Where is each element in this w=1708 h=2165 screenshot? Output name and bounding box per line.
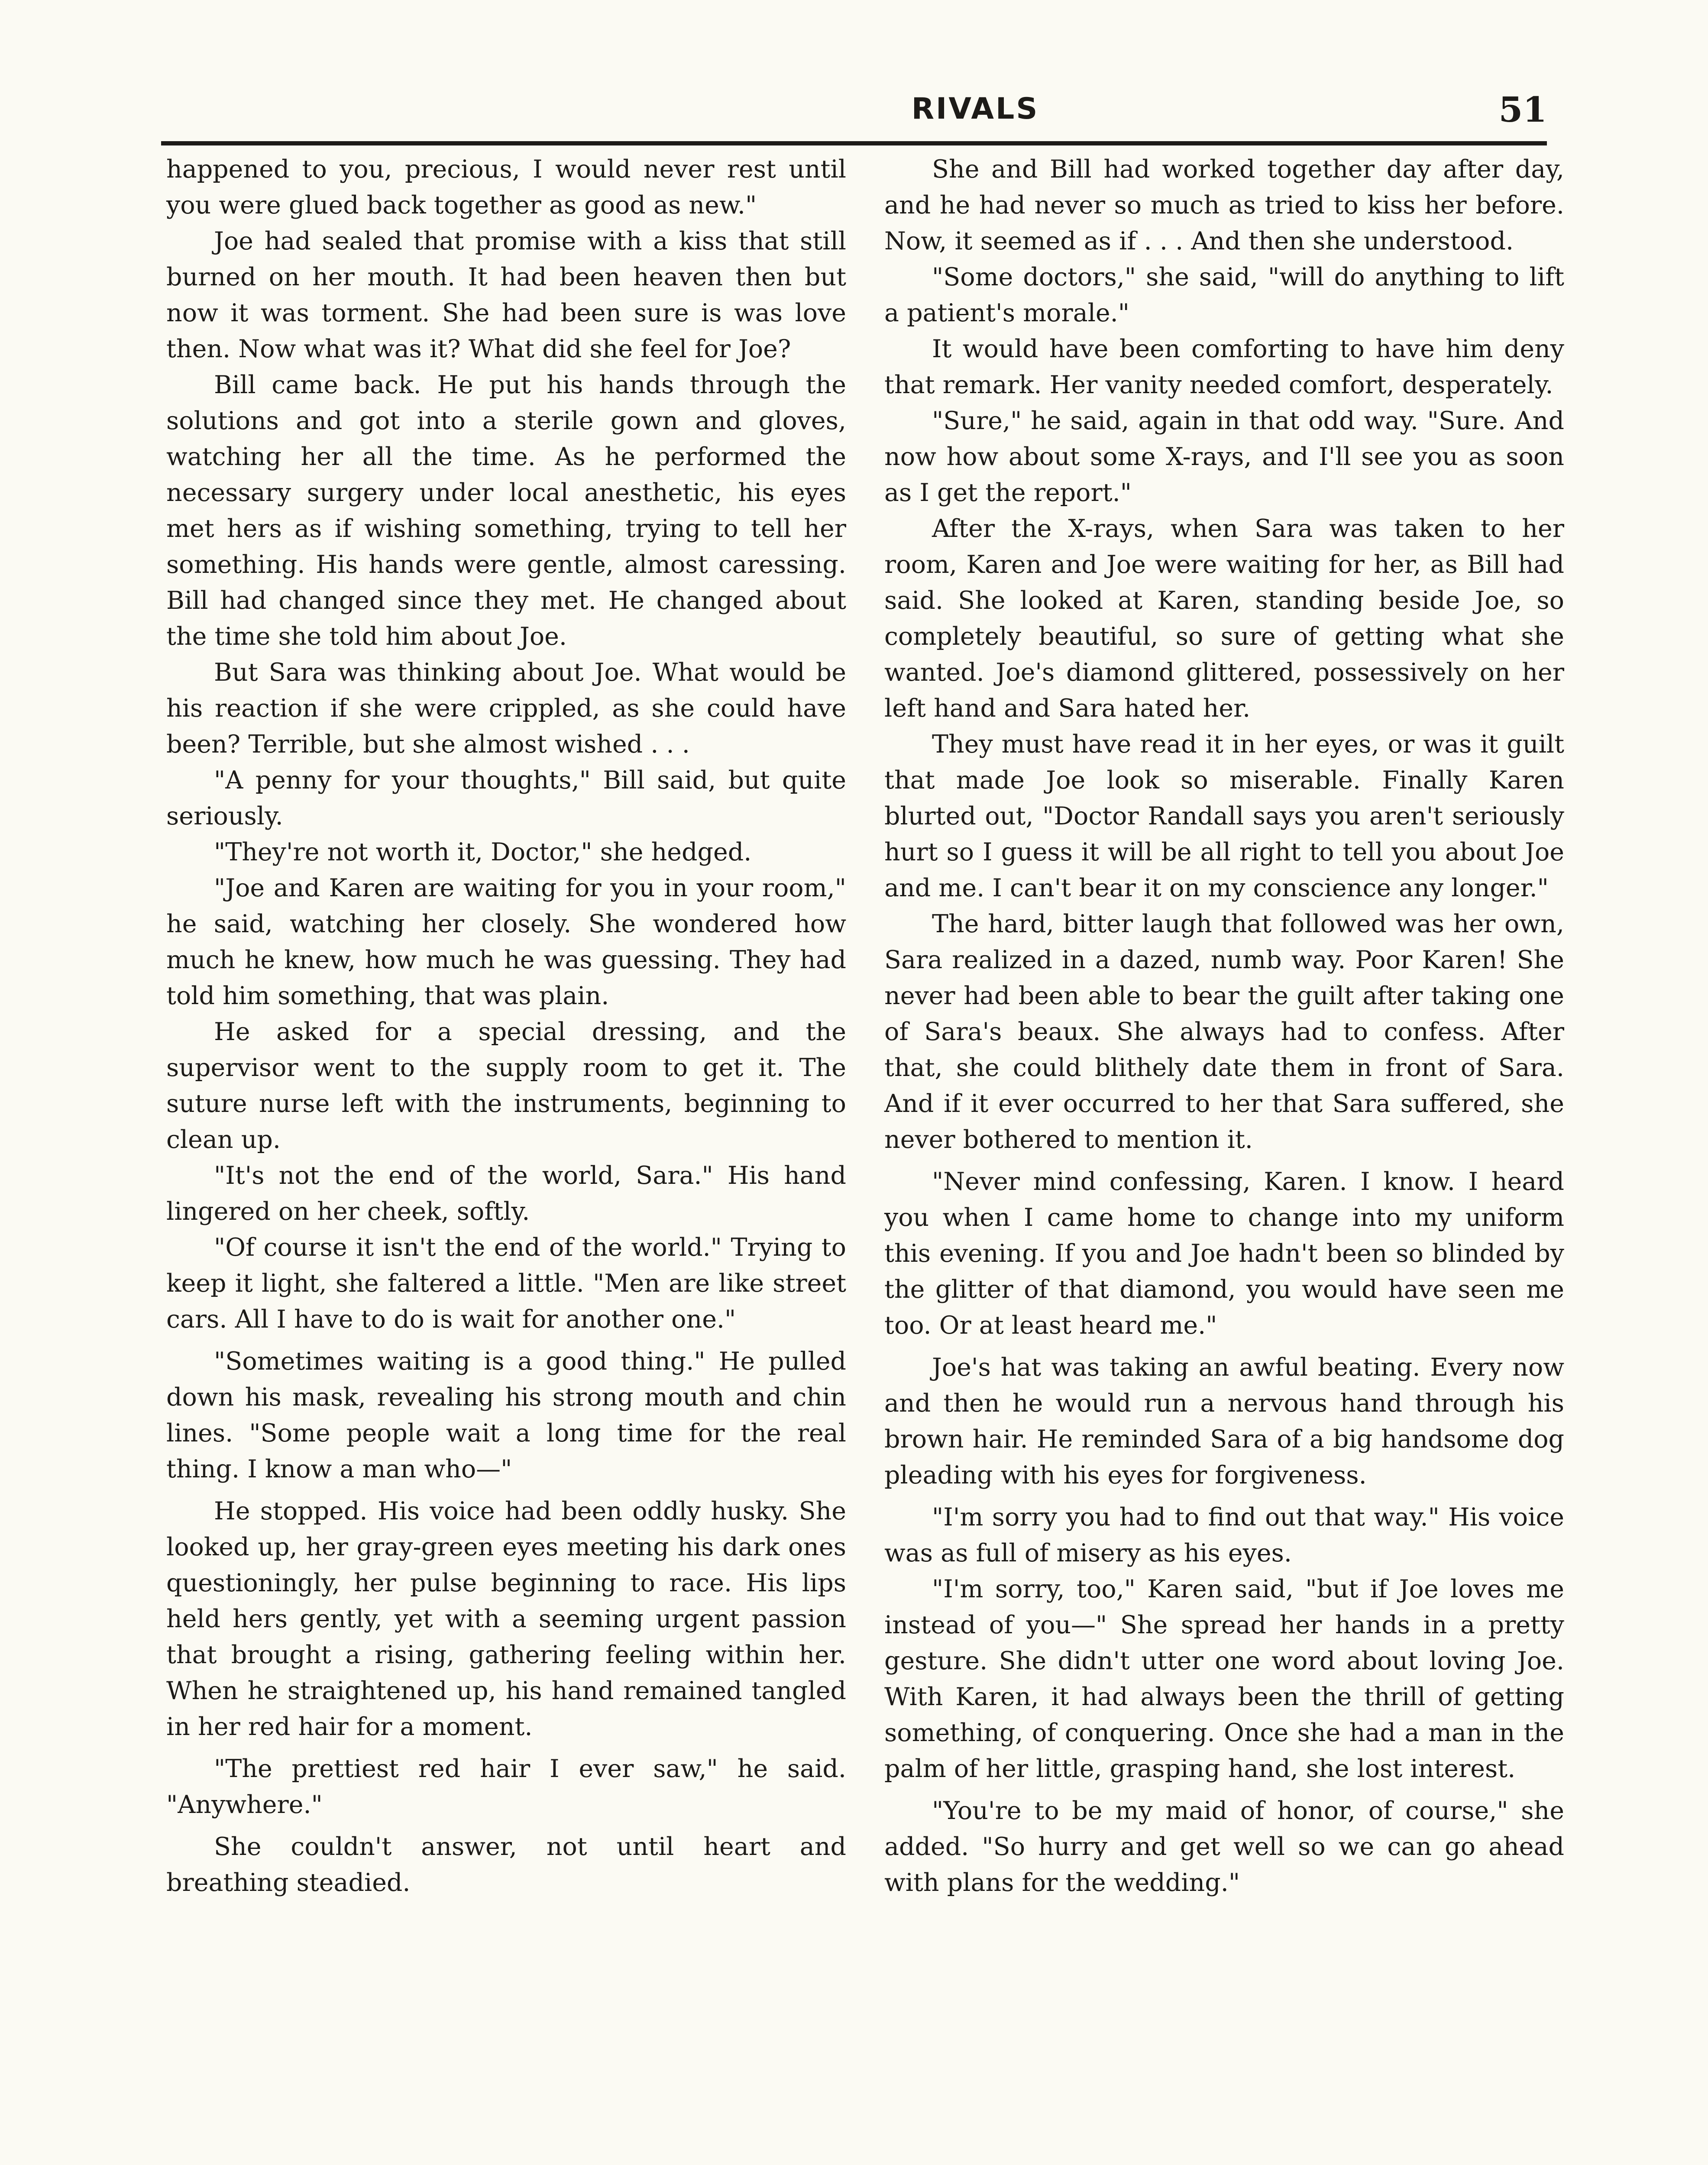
paragraph: Joe had sealed that promise with a kiss that still burned on her mouth. It had been heaven then but now it was torment. She had been sure is was love then. Now what was it? What did she feel for Joe? — [166, 227, 846, 363]
paragraph: "You're to be my maid of honor, of course," she added. "So hurry and get well so we can go ahead with plans for the wedding." — [884, 1797, 1564, 1897]
paragraph: She couldn't answer, not until heart and breathing steadied. — [166, 1832, 846, 1897]
paragraph: "They're not worth it, Doctor," she hedged. — [214, 838, 752, 866]
paragraph: After the X-rays, when Sara was taken to her room, Karen and Joe were waiting for her, as Bill had said. She looked at Karen, standing beside Joe, so completely beautiful, so sure of getting what she wanted. Joe's diamond glittered, possessively on her left hand and Sara hated her. — [884, 514, 1564, 723]
paragraph: "Never mind confessing, Karen. I know. I heard you when I came home to change into my uniform this evening. If you and Joe hadn't been so blinded by the glitter of that diamond, you would have seen me too. Or at least heard me." — [884, 1167, 1564, 1340]
paragraph: "Joe and Karen are waiting for you in your room," he said, watching her closely. She wondered how much he knew, how much he was guessing. They had told him something, that was plain. — [166, 874, 846, 1010]
left-column — [166, 152, 846, 1901]
paragraph: He asked for a special dressing, and the supervisor went to the supply room to get it. The suture nurse left with the instruments, beginning to clean up. — [166, 1018, 846, 1154]
paragraph: "Sure," he said, again in that odd way. "Sure. And now how about some X-rays, and I'll see you as soon as I get the report." — [884, 407, 1564, 507]
paragraph: She and Bill had worked together day after day, and he had never so much as tried to kiss her before. Now, it seemed as if . . . And then she understood. — [884, 155, 1564, 255]
paragraph: It would have been comforting to have him deny that remark. Her vanity needed comfort, desperately. — [884, 335, 1564, 399]
paragraph: But Sara was thinking about Joe. What would be his reaction if she were crippled, as she could have been? Terrible, but she almost wished . . . — [166, 658, 846, 759]
paragraph: He stopped. His voice had been oddly husky. She looked up, her gray-green eyes meeting his dark ones questioningly, her pulse beginning to race. His lips held hers gently, yet with a seeming urgent passion that brought a rising, gathering feeling within her. When he straightened up, his hand remained tangled in her red hair for a moment. — [166, 1497, 846, 1741]
paragraph: "Of course it isn't the end of the world." Trying to keep it light, she faltered a little. "Men are like street cars. All I have to do is wait for another one." — [166, 1233, 846, 1334]
paragraph: "A penny for your thoughts," Bill said, but quite seriously. — [166, 766, 846, 830]
paragraph: "Sometimes waiting is a good thing." He pulled down his mask, revealing his strong mouth and chin lines. "Some people wait a long time for the real thing. I know a man who—" — [166, 1347, 846, 1483]
page-number: 51 — [1498, 89, 1547, 130]
paragraph: They must have read it in her eyes, or was it guilt that made Joe look so miserable. Finally Karen blurted out, "Doctor Randall says you aren't seriously hurt so I guess it will be all right to tell you about Joe and me. I can't bear it on my conscience any longer." — [884, 730, 1564, 902]
paragraph: "It's not the end of the world, Sara." His hand lingered on her cheek, softly. — [166, 1161, 846, 1226]
paragraph: "Some doctors," she said, "will do anything to lift a patient's morale." — [884, 263, 1564, 327]
paragraph: Joe's hat was taking an awful beating. Every now and then he would run a nervous hand through his brown hair. He reminded Sara of a big handsome dog pleading with his eyes for forgiveness. — [884, 1353, 1564, 1490]
right-column — [884, 152, 1564, 1901]
paragraph: Bill came back. He put his hands through the solutions and got into a sterile gown and gloves, watching her all the time. As he performed the necessary surgery under local anesthetic, his eyes met hers as if wishing something, trying to tell her something. His hands were gentle, almost caressing. Bill had changed since they met. He changed about the time she told him about Joe. — [166, 371, 846, 651]
page-header — [161, 89, 1547, 144]
paragraph: The hard, bitter laugh that followed was her own, Sara realized in a dazed, numb way. Poor Karen! She never had been able to bear the guilt after taking one of Sara's beaux. She always had to confess. After that, she could blithely date them in front of Sara. And if it ever occurred to her that Sara suffered, she never bothered to mention it. — [884, 910, 1564, 1154]
header-rule — [161, 141, 1547, 145]
paragraph: "The prettiest red hair I ever saw," he said. "Anywhere." — [166, 1755, 846, 1819]
paragraph: "I'm sorry, too," Karen said, "but if Joe loves me instead of you—" She spread her hands in a pretty gesture. She didn't utter one word about loving Joe. With Karen, it had always been the thrill of getting something, of conquering. Once she had a man in the palm of her little, grasping hand, she lost interest. — [884, 1575, 1564, 1783]
running-title: RIVALS — [911, 92, 1039, 126]
paragraph: happened to you, precious, I would never rest until you were glued back together as good as new." — [166, 155, 846, 220]
paragraph: "I'm sorry you had to find out that way." His voice was as full of misery as his eyes. — [884, 1503, 1564, 1567]
